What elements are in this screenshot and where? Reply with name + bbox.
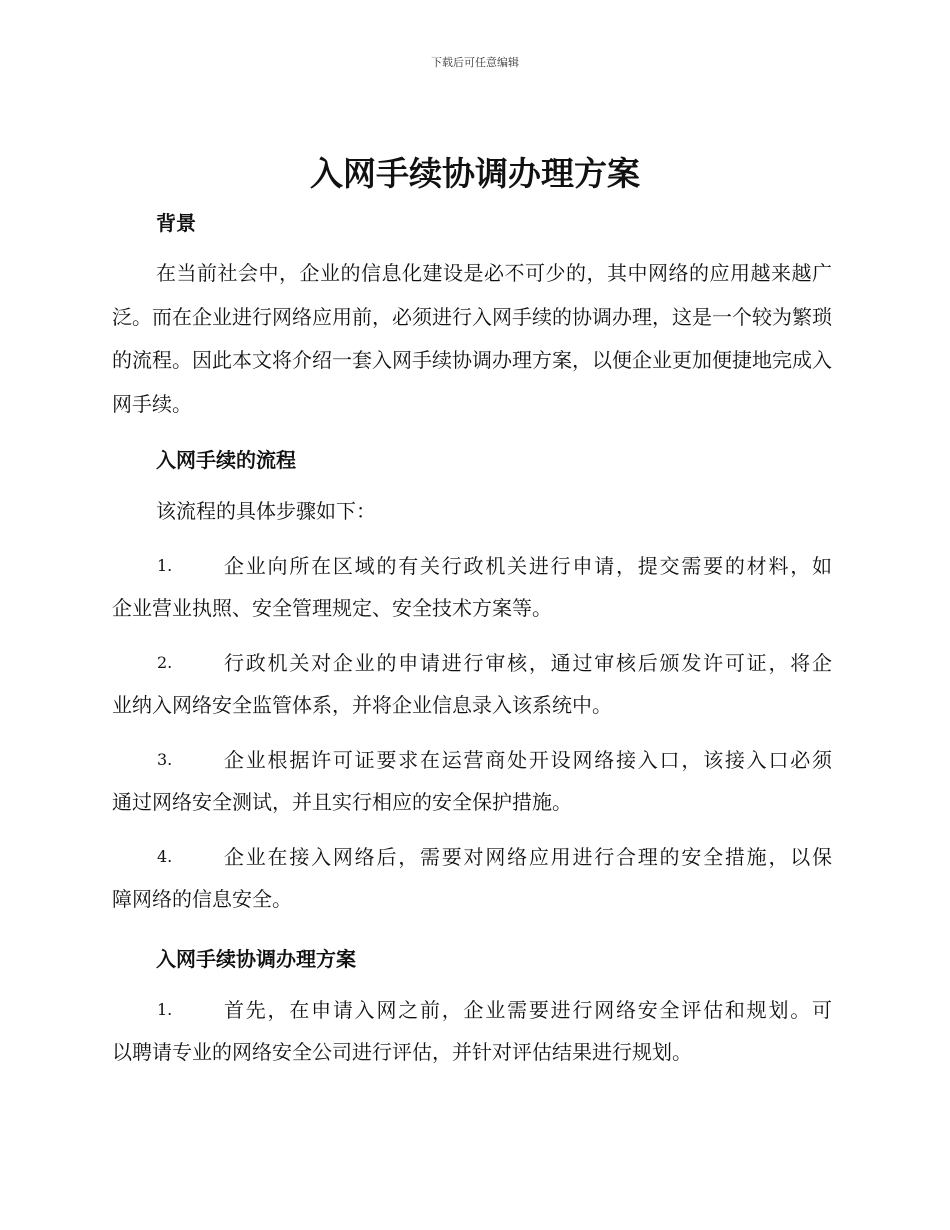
section-heading-process: 入网手续的流程: [156, 448, 296, 472]
list-item: [112, 545, 832, 629]
list-item: [112, 642, 832, 726]
list-item-number: 4.: [157, 847, 173, 866]
section-heading-background: 背景: [156, 211, 196, 235]
list-item-text-continued: 障网络的信息安全。: [112, 887, 292, 911]
list-item-text-continued: 通过网络安全测试，并且实行相应的安全保护措施。: [112, 790, 572, 814]
list-item-text: 企业在接入网络后，需要对网络应用进行合理的安全措施，以保: [224, 845, 832, 869]
list-item: [112, 989, 832, 1073]
list-item-number: 1.: [157, 556, 173, 575]
list-item-number: 1.: [157, 1000, 173, 1019]
list-item-text-continued: 企业营业执照、安全管理规定、安全技术方案等。: [112, 596, 552, 620]
document-title: 入网手续协调办理方案: [310, 154, 640, 193]
list-item-text: 行政机关对企业的申请进行审核，通过审核后颁发许可证，将企: [224, 651, 832, 675]
list-item-text: 企业向所在区域的有关行政机关进行申请，提交需要的材料，如: [224, 554, 832, 578]
background-paragraph: 在当前社会中，企业的信息化建设是必不可少的，其中网络的应用越来越广泛。而在企业进行网络应用前，必须进行入网手续的协调办理，这是一个较为繁琐的流程。因此本文将介绍一套入网手续协调办理方案，以便企业更加便捷地完成入网手续。: [112, 261, 832, 416]
header-note: 下载后可任意编辑: [431, 56, 519, 69]
list-item-number: 3.: [157, 750, 173, 769]
list-item-text-continued: 以聘请专业的网络安全公司进行评估，并针对评估结果进行规划。: [112, 1040, 692, 1064]
list-item: [112, 836, 832, 920]
section-heading-plan: 入网手续协调办理方案: [156, 947, 356, 971]
list-item-text: 企业根据许可证要求在运营商处开设网络接入口，该接入口必须: [224, 748, 832, 772]
list-item: [112, 739, 832, 823]
process-intro: 该流程的具体步骤如下：: [156, 499, 376, 523]
list-item-number: 2.: [157, 653, 173, 672]
list-item-text-continued: 业纳入网络安全监管体系，并将企业信息录入该系统中。: [112, 693, 612, 717]
list-item-text: 首先，在申请入网之前，企业需要进行网络安全评估和规划。可: [224, 998, 832, 1022]
